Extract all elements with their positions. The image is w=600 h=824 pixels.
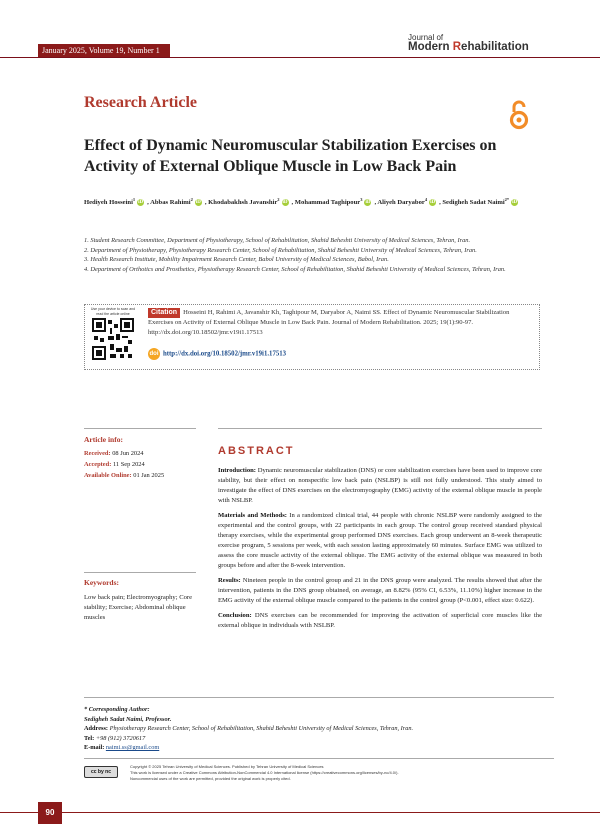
citation-text	[148, 308, 532, 338]
received-date: 08 Jun 2024	[112, 450, 144, 457]
license-text: Copyright © 2025 Tehran University of Medical Sciences. Published by Tehran University of Medical Sciences This work is licensed under a Creative Commons Attribution-NonCommercial 4.0 International license (https://creativecommons.org/licenses/by-nc/4.0/). Noncommercial uses of the work are permitted, provided the original work is properly cited.	[130, 764, 399, 782]
divider	[218, 428, 542, 429]
footer-rule	[0, 812, 600, 813]
citation-body: Hosseini H, Rahimi A, Javanshir Kh, Taghipour M, Daryabor A, Naimi SS. Effect of Dynamic Neuromuscular Stabilization Exercises on Activity of External Oblique Muscle in Low Back Pain. Journal of Modern Rehabilitation. 2025; 19(1):90-97. http://dx.doi.org/10.18502/jmr.v19i1.17513	[148, 309, 510, 336]
article-info-heading: Article info:	[84, 435, 123, 444]
orcid-icon[interactable]: iD	[138, 200, 144, 206]
keywords-heading: Keywords:	[84, 578, 119, 587]
abstract-introduction: Introduction: Dynamic neuromuscular stabilization (DNS) or core stabilization exercises have been used to improve core stability, but their effect on nonspecific low back pain (NSLBP) is still not fully understood. This study aimed to investigate the effect of DNS exercises on the electromyography (EMG) activity of the external oblique muscle in people with NSLBP.	[218, 467, 542, 504]
affiliation-item: 1. Student Research Committee, Department of Physiotherapy, School of Rehabilitation, Shahid Beheshti University of Medical Sciences, Tehran, Iran.	[84, 237, 471, 244]
affiliation-item: 3. Health Research Institute, Mobility Impairment Research Center, Babol University of Medical Sciences, Babol, Iran.	[84, 256, 389, 264]
orcid-icon[interactable]: iD	[195, 200, 201, 206]
online-label: Available Online:	[84, 472, 132, 479]
accepted-date: 11 Sep 2024	[112, 461, 145, 468]
qr-caption: Use your device to scan and read the article online	[90, 307, 136, 316]
divider	[84, 572, 196, 573]
page-number: 90	[38, 802, 62, 824]
received-label: Received:	[84, 450, 111, 457]
author-name: Mohammad Taghipour	[294, 199, 361, 207]
article-title: Effect of Dynamic Neuromuscular Stabilization Exercises on Activity of External Oblique Muscle in Low Back Pain	[84, 137, 497, 175]
tel-value: +98 (912) 3720617	[95, 734, 146, 742]
accepted-label: Accepted:	[84, 461, 112, 468]
affiliation-item: 2. Department of Physiotherapy, Physiotherapy Research Center, School of Rehabilitation, Shahid Beheshti University of Medical Sciences, Tehran, Iran.	[84, 246, 477, 254]
corresponding-name: Sedigheh Sadat Naimi, Professor.	[84, 715, 172, 723]
cc-license-icon[interactable]: cc by nc	[84, 766, 118, 778]
divider	[84, 697, 554, 698]
divider	[84, 428, 196, 429]
qr-block	[88, 307, 138, 367]
abstract-heading: ABSTRACT	[218, 445, 295, 457]
author-name: Khodabakhsh Javanshir	[208, 199, 278, 207]
author-list: Hediyeh Hosseini$^1$iD , Abbas Rahimi$^2$iD , Khodabakhsh Javanshir$^2$iD , Mohammad Taghipour$^3$iD , Aliyeh Daryabor$^4$iD , Sedigheh Sadat Naimi$^{2*}$iD	[84, 197, 518, 207]
doi-icon: doi	[148, 348, 160, 360]
email-link[interactable]: naimi.ss@gmail.com	[105, 744, 160, 751]
address-label: Address:	[84, 725, 109, 732]
doi-row	[148, 348, 286, 360]
orcid-icon[interactable]: iD	[512, 200, 518, 206]
corresponding-author	[84, 705, 554, 753]
journal-logo-r: R	[452, 41, 462, 53]
abstract-body	[218, 466, 542, 636]
tel-label: Tel:	[84, 734, 95, 742]
article-type: Research Article	[84, 94, 197, 111]
author-name: Abbas Rahimi	[150, 199, 191, 207]
author-name: Sedigheh Sadat Naimi	[442, 199, 505, 207]
open-access-icon[interactable]	[508, 98, 530, 130]
orcid-icon[interactable]: iD	[365, 200, 371, 206]
affiliation-item: 4. Department of Orthotics and Prosthetics, Physiotherapy Research Center, School of Rehabilitation, Shahid Beheshti University of Medical Sciences, Tehran, Iran.	[84, 265, 506, 273]
orcid-icon[interactable]: iD	[282, 200, 288, 206]
abstract-results: Results: Nineteen people in the control group and 21 in the DNS group were analyzed. The results showed that after the intervention, patients in the DNS group obtained, on average, an 8.82% (95% CI, 6.53%, 11.10%) higher increase in the EMG activity of the external oblique muscle compared to the patients in the control group (P<0.001, effect size: 0.622).	[218, 577, 542, 604]
citation-label: Citation	[148, 308, 180, 318]
article-info	[84, 448, 164, 481]
address-value: Physiotherapy Research Center, School of Rehabilitation, Shahid Beheshti University of Medical Sciences, Tehran, Iran.	[109, 725, 414, 732]
journal-logo-ehab: ehabilitation	[461, 41, 529, 53]
author-name: Hediyeh Hosseini	[84, 199, 133, 207]
online-date: 01 Jan 2025	[133, 472, 165, 479]
journal-logo	[408, 34, 529, 54]
keywords-text: Low back pain; Electromyography; Core stability; Exercise; Abdominal oblique muscles	[84, 594, 193, 621]
doi-link[interactable]: http://dx.doi.org/10.18502/jmr.v19i1.17513	[163, 350, 287, 358]
divider	[84, 758, 554, 759]
corresponding-heading: * Corresponding Author:	[84, 706, 150, 713]
journal-logo-line1: Journal of	[408, 33, 444, 42]
abstract-methods: Materials and Methods: In a randomized clinical trial, 44 people with chronic NSLBP were randomly assigned to the experimental and the control groups, with 22 participants in each group. The control group received standard physical therapy exercises, while the experimental group performed DNS exercises. Each group underwent an 8-week therapeutic exercise program, 5 sessions per week, with each session lasting approximately 60 minutes. Surface EMG was utilized to assess the core muscle activity of the external oblique. The EMG activity of the external oblique was measured in both groups before and after the 8-week intervention.	[218, 512, 542, 569]
journal-logo-line2	[408, 42, 529, 54]
affiliations	[84, 236, 554, 274]
abstract-conclusion: Conclusion: DNS exercises can be recommended for improving the activation of superficial core muscles like the external oblique in individuals with NSLBP.	[218, 612, 542, 629]
journal-logo-modern: Modern	[408, 41, 453, 53]
qr-code-icon[interactable]	[92, 318, 134, 360]
email-label: E-mail:	[84, 744, 105, 751]
orcid-icon[interactable]: iD	[430, 200, 436, 206]
volume-tab: January 2025, Volume 19, Number 1	[38, 44, 170, 57]
author-name: Aliyeh Daryabor	[377, 199, 425, 207]
